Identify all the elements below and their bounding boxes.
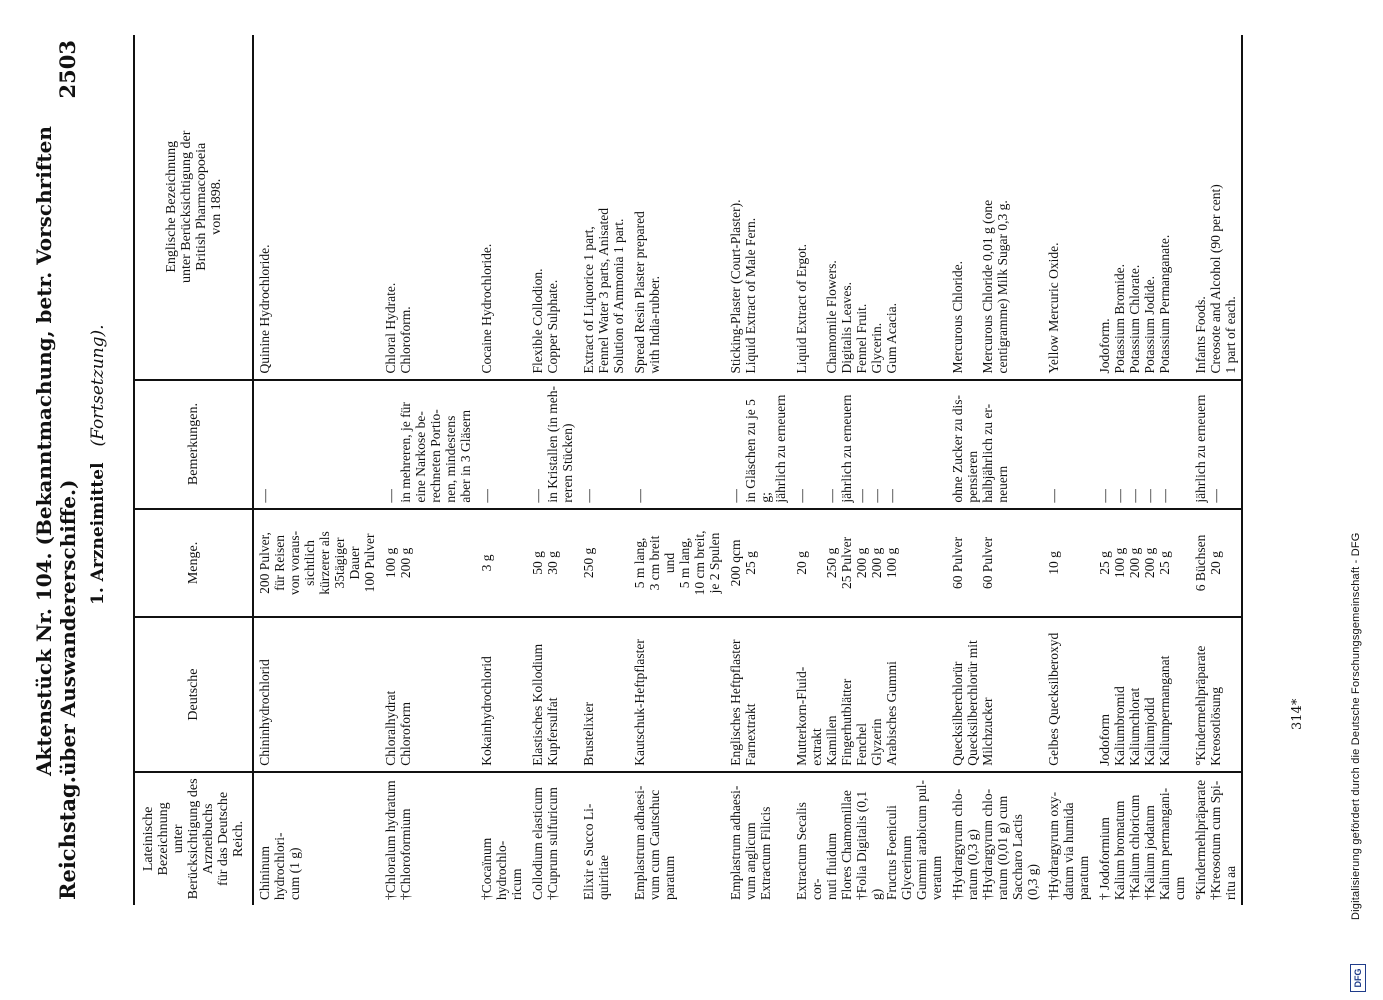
cell-lat: Chininum hydrochlori- cum (1 g) <box>257 832 302 900</box>
dfg-logo: DFG <box>1350 964 1366 992</box>
col-remarks-header: Bemerkungen. <box>134 380 253 509</box>
cell-menge: 200 Pulver, für Reisen von voraus- sichtlich kürzerer als 35tägiger Dauer 100 Pulver <box>253 509 380 618</box>
cell-lat: Emplastrum adhaesi- vum cum Cautschuc paratum <box>632 785 677 900</box>
digitization-note: Digitalisierung gefördert durch die Deutsche Forschungsgemeinschaft - DFG <box>1350 532 1362 920</box>
cell-menge: 3 g <box>476 509 527 618</box>
cell-en: Flexible Collodion. Copper Sulphate. <box>527 35 578 380</box>
cell-lat: Extractum Secalis cor- nuti fluidum Flores Chamomillae †Folia Digitalis (0,1 g) Fructus Foeniculi Glycerinum Gummi arabicum pul- veratum <box>794 780 944 900</box>
cell-menge: 250 g <box>578 509 629 618</box>
page-header <box>32 40 80 900</box>
header-left: Reichstag. <box>55 776 80 900</box>
cell-bem: — <box>578 380 629 509</box>
cell-bem: — <box>629 380 725 509</box>
section-title <box>88 324 108 605</box>
header-page-number: 2503 <box>55 40 80 99</box>
col-quantity-header: Menge. <box>134 509 253 618</box>
cell-bem: ohne Zucker zu dis- pensieren halbjährlich zu er- neuern <box>947 380 1043 509</box>
cell-de: °Kindermehlpräparate Kreosotlösung <box>1190 617 1242 771</box>
cell-bem: — <box>1043 380 1094 509</box>
table-row <box>1043 35 1094 905</box>
cell-lat: †Chloralum hydratum †Chloroformium <box>383 780 413 900</box>
cell-en: Jodoform. Potassium Bromide. Potassium Chlorate. Potassium Jodide. Potassium Permanganate. <box>1094 35 1190 380</box>
cell-bem: jährlich zu erneuern — <box>1190 380 1242 509</box>
table-row <box>725 35 791 905</box>
page-mark: 314* <box>1290 698 1305 730</box>
cell-en: Yellow Mercuric Oxide. <box>1043 35 1094 380</box>
cell-menge: 5 m lang, 3 cm breit und 5 m lang, 10 cm breit, je 2 Spulen <box>629 509 725 618</box>
cell-lat: Emplastrum adhaesi- vum anglicum Extractum Filicis <box>728 785 773 900</box>
cell-en: Infants Foods. Creosote and Alcohol (90 per cent) 1 part of each. <box>1190 35 1242 380</box>
cell-en: Cocaine Hydrochloride. <box>476 35 527 380</box>
header-middle: Aktenstück Nr. 104. (Bekanntmachung, betr. Vorschriften über Auswandererschiffe.) <box>32 126 80 777</box>
cell-de: Gelbes Quecksilberoxyd <box>1043 617 1094 771</box>
cell-de: Kautschuk-Heftpflaster <box>629 617 725 771</box>
cell-de: Elastisches Kollodium Kupfersulfat <box>527 617 578 771</box>
table-row <box>791 35 947 905</box>
cell-bem: — — — — — <box>1094 380 1190 509</box>
cell-lat: †Cocaïnum hydrochlo- ricum <box>479 837 524 900</box>
table-row <box>1094 35 1190 905</box>
section-continuation: (Fortsetzung). <box>88 324 108 447</box>
cell-bem: — <box>476 380 527 509</box>
cell-lat: Collodium elasticum †Cuprum sulfuricum <box>530 787 560 900</box>
section-name: 1. Arzneimittel <box>88 462 108 605</box>
cell-de: Brustelixier <box>578 617 629 771</box>
cell-en: Mercurous Chloride. Mercurous Chloride 0,01 g (one centigramme) Milk Sugar 0,3 g. <box>947 35 1043 380</box>
cell-de: Quecksilberchlorür Quecksilberchlorür mit Milchzucker <box>947 617 1043 771</box>
table-row <box>947 35 1043 905</box>
cell-lat: †Hydrargyrum chlo- ratum (0,3 g) †Hydrargyrum chlo- ratum (0,01 g) cum Saccharo Lactis (0,3 g) <box>950 788 1040 900</box>
table-row <box>527 35 578 905</box>
cell-menge: 25 g 100 g 200 g 200 g 25 g <box>1094 509 1190 618</box>
cell-menge: 60 Pulver 60 Pulver <box>947 509 1043 618</box>
cell-bem: — — jährlich zu erneuern — — — <box>791 380 947 509</box>
cell-menge: 50 g 30 g <box>527 509 578 618</box>
cell-de: Chininhydrochlorid <box>253 617 380 771</box>
cell-menge: 6 Büchsen 20 g <box>1190 509 1242 618</box>
col-english-header: Englische Bezeichnung unter Berücksichtigung der British Pharmacopoeia von 1898. <box>134 35 253 380</box>
table-row <box>629 35 725 905</box>
table-row <box>578 35 629 905</box>
cell-en: Sticking-Plaster (Court-Plaster). Liquid Extract of Male Fern. <box>725 35 791 380</box>
cell-lat: † Jodoformium Kalium bromatum †Kalium chloricum †Kalium jodatum Kalium permangani- cum <box>1097 787 1187 900</box>
cell-de: Kokainhydrochlorid <box>476 617 527 771</box>
table-row <box>253 35 380 905</box>
table-row <box>476 35 527 905</box>
cell-en: Quinine Hydrochloride. <box>253 35 380 380</box>
col-latin-header: Lateinische Bezeichnung unter Berücksichtigung des Arzneibuchs für das Deutsche Reich. <box>134 772 253 905</box>
cell-menge: 100 g 200 g <box>380 509 476 618</box>
table-row <box>1190 35 1242 905</box>
cell-bem: — <box>253 380 380 509</box>
cell-lat: †Hydrargyrum oxy- datum via humida paratum <box>1046 791 1091 900</box>
cell-bem: — in Gläschen zu je 5 g; jährlich zu erneuern <box>725 380 791 509</box>
cell-menge: 200 qcm 25 g <box>725 509 791 618</box>
col-german-header: Deutsche <box>134 617 253 771</box>
cell-de: Chloralhydrat Chloroform <box>380 617 476 771</box>
cell-bem: — in Kristallen (in meh- reren Stücken) <box>527 380 578 509</box>
cell-lat: Elixir e Succo Li- quiritiae <box>581 803 611 900</box>
cell-en: Chloral Hydrate. Chloroform. <box>380 35 476 380</box>
medicines-table <box>133 35 1243 905</box>
table-header-row <box>134 35 253 905</box>
cell-de: Jodoform Kaliumbromid Kaliumchlorat Kaliumjodid Kaliumpermanganat <box>1094 617 1190 771</box>
table-row <box>380 35 476 905</box>
cell-en: Extract of Liquorice 1 part, Fennel Water 3 parts, Anisated Solution of Ammonia 1 part. <box>578 35 629 380</box>
cell-en: Spread Resin Plaster prepared with India-rubber. <box>629 35 725 380</box>
cell-en: Liquid Extract of Ergot. Chamomile Flowers. Digitalis Leaves. Fennel Fruit. Glycerin. Gum Acacia. <box>791 35 947 380</box>
cell-lat: °Kindermehlpräparate †Kreosotum cum Spi- ritu aa <box>1193 779 1238 900</box>
cell-de: Mutterkorn-Fluid- extrakt Kamillen Fingerhutblätter Fenchel Glyzerin Arabisches Gummi <box>791 617 947 771</box>
cell-bem: — in mehreren, je für eine Narkose be- rechneten Portio- nen, mindestens aber in 3 Gläsern <box>380 380 476 509</box>
cell-de: Englisches Heftpflaster Farnextrakt <box>725 617 791 771</box>
cell-menge: 10 g <box>1043 509 1094 618</box>
cell-menge: 20 g 250 g 25 Pulver 200 g 200 g 100 g <box>791 509 947 618</box>
